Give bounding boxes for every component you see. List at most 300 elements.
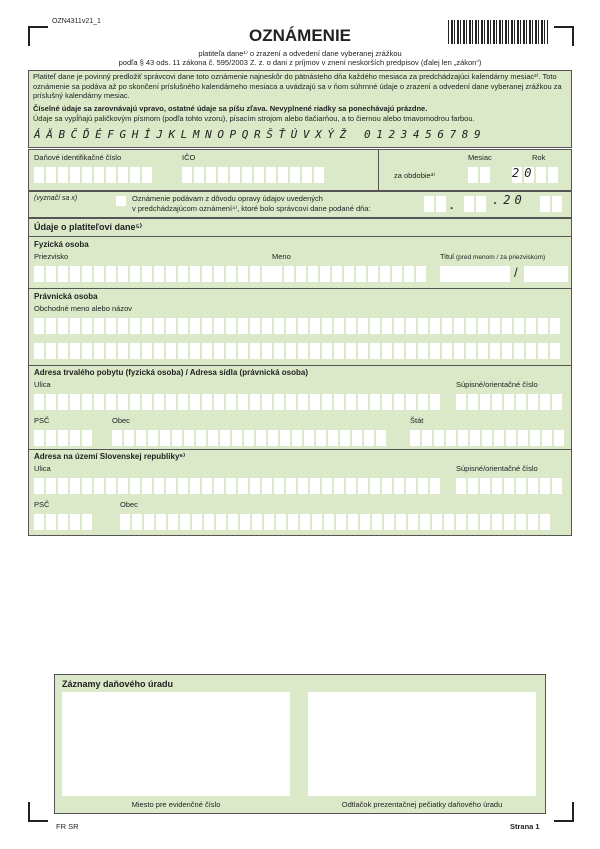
char-box[interactable] (506, 430, 516, 446)
char-box[interactable] (58, 266, 68, 282)
char-box[interactable] (268, 430, 278, 446)
char-box[interactable] (298, 394, 308, 410)
char-box[interactable] (310, 394, 320, 410)
char-box[interactable] (130, 343, 140, 359)
char-box[interactable] (418, 318, 428, 334)
char-box[interactable] (82, 394, 92, 410)
char-box[interactable] (106, 478, 116, 494)
company-field-1[interactable] (34, 318, 560, 334)
char-box[interactable] (538, 343, 548, 359)
char-box[interactable] (456, 394, 466, 410)
char-box[interactable] (250, 343, 260, 359)
char-box[interactable] (94, 343, 104, 359)
char-box[interactable] (130, 394, 140, 410)
char-box[interactable] (204, 514, 214, 530)
char-box[interactable] (432, 514, 442, 530)
char-box[interactable] (312, 514, 322, 530)
address2-number-field[interactable] (456, 478, 562, 494)
char-box[interactable] (290, 167, 300, 183)
char-box[interactable] (280, 430, 290, 446)
char-box[interactable] (446, 430, 456, 446)
char-box[interactable] (554, 430, 564, 446)
char-box[interactable] (70, 478, 80, 494)
char-box[interactable] (292, 430, 302, 446)
char-box[interactable] (34, 478, 44, 494)
char-box[interactable] (166, 394, 176, 410)
char-box[interactable] (278, 167, 288, 183)
char-box[interactable] (304, 430, 314, 446)
registration-number-box[interactable] (62, 692, 290, 796)
char-box[interactable] (352, 430, 362, 446)
char-box[interactable] (154, 343, 164, 359)
char-box[interactable] (178, 266, 188, 282)
char-box[interactable] (142, 343, 152, 359)
char-box[interactable] (178, 394, 188, 410)
char-box[interactable] (106, 318, 116, 334)
char-box[interactable] (286, 318, 296, 334)
char-box[interactable] (190, 318, 200, 334)
char-box[interactable] (142, 266, 152, 282)
char-box[interactable] (298, 478, 308, 494)
char-box[interactable] (118, 478, 128, 494)
char-box[interactable] (456, 478, 466, 494)
char-box[interactable] (396, 514, 406, 530)
char-box[interactable] (272, 266, 282, 282)
char-box[interactable] (406, 318, 416, 334)
char-box[interactable] (518, 430, 528, 446)
char-box[interactable] (464, 196, 474, 212)
char-box[interactable] (274, 394, 284, 410)
char-box[interactable] (420, 514, 430, 530)
char-box[interactable] (332, 266, 342, 282)
char-box[interactable] (156, 514, 166, 530)
char-box[interactable] (130, 318, 140, 334)
char-box[interactable] (288, 514, 298, 530)
char-box[interactable] (456, 514, 466, 530)
char-box[interactable] (142, 394, 152, 410)
char-box[interactable] (286, 343, 296, 359)
char-box[interactable] (310, 478, 320, 494)
char-box[interactable] (46, 266, 56, 282)
char-box[interactable] (178, 343, 188, 359)
char-box[interactable] (266, 167, 276, 183)
char-box[interactable] (392, 266, 402, 282)
char-box[interactable] (190, 394, 200, 410)
char-box[interactable] (192, 514, 202, 530)
char-box[interactable] (468, 394, 478, 410)
char-box[interactable] (214, 394, 224, 410)
char-box[interactable] (264, 514, 274, 530)
char-box[interactable] (502, 318, 512, 334)
char-box[interactable] (550, 343, 560, 359)
char-box[interactable] (238, 266, 248, 282)
char-box[interactable] (46, 430, 56, 446)
char-box[interactable] (94, 478, 104, 494)
char-box[interactable] (394, 318, 404, 334)
char-box[interactable] (382, 343, 392, 359)
char-box[interactable] (206, 167, 216, 183)
char-box[interactable] (346, 478, 356, 494)
char-box[interactable] (376, 430, 386, 446)
char-box[interactable] (406, 478, 416, 494)
char-box[interactable] (202, 318, 212, 334)
char-box[interactable] (406, 343, 416, 359)
char-box[interactable] (70, 167, 80, 183)
char-box[interactable] (216, 514, 226, 530)
char-box[interactable] (476, 196, 486, 212)
char-box[interactable] (540, 196, 550, 212)
char-box[interactable] (120, 514, 130, 530)
char-box[interactable] (530, 430, 540, 446)
char-box[interactable] (34, 266, 44, 282)
char-box[interactable] (436, 196, 446, 212)
char-box[interactable] (334, 394, 344, 410)
char-box[interactable] (442, 318, 452, 334)
char-box[interactable] (118, 343, 128, 359)
char-box[interactable] (82, 514, 92, 530)
char-box[interactable] (130, 167, 140, 183)
char-box[interactable] (70, 266, 80, 282)
char-box[interactable] (494, 430, 504, 446)
char-box[interactable] (262, 318, 272, 334)
char-box[interactable] (416, 266, 426, 282)
char-box[interactable] (442, 343, 452, 359)
surname-field[interactable] (34, 266, 272, 282)
char-box[interactable] (314, 167, 324, 183)
char-box[interactable] (478, 343, 488, 359)
char-box[interactable] (112, 430, 122, 446)
char-box[interactable] (430, 318, 440, 334)
char-box[interactable] (208, 430, 218, 446)
char-box[interactable] (228, 514, 238, 530)
char-box[interactable] (226, 478, 236, 494)
char-box[interactable] (540, 478, 550, 494)
char-box[interactable] (346, 343, 356, 359)
char-box[interactable] (58, 343, 68, 359)
char-box[interactable] (458, 430, 468, 446)
char-box[interactable] (166, 478, 176, 494)
address1-state-field[interactable] (410, 430, 564, 446)
char-box[interactable] (274, 343, 284, 359)
char-box[interactable] (276, 514, 286, 530)
char-box[interactable] (166, 266, 176, 282)
char-box[interactable] (154, 318, 164, 334)
char-box[interactable] (310, 343, 320, 359)
char-box[interactable] (214, 318, 224, 334)
char-box[interactable] (322, 394, 332, 410)
char-box[interactable] (82, 430, 92, 446)
char-box[interactable] (466, 343, 476, 359)
char-box[interactable] (382, 478, 392, 494)
char-box[interactable] (528, 394, 538, 410)
char-box[interactable] (406, 394, 416, 410)
char-box[interactable] (550, 318, 560, 334)
char-box[interactable] (322, 343, 332, 359)
dic-field[interactable] (34, 167, 152, 183)
char-box[interactable] (482, 430, 492, 446)
char-box[interactable] (300, 514, 310, 530)
char-box[interactable] (408, 514, 418, 530)
char-box[interactable] (252, 514, 262, 530)
char-box[interactable] (478, 318, 488, 334)
char-box[interactable] (250, 478, 260, 494)
char-box[interactable] (502, 343, 512, 359)
char-box[interactable] (254, 167, 264, 183)
char-box[interactable] (184, 430, 194, 446)
char-box[interactable] (136, 430, 146, 446)
char-box[interactable] (384, 514, 394, 530)
char-box[interactable] (308, 266, 318, 282)
char-box[interactable] (34, 318, 44, 334)
char-box[interactable] (490, 343, 500, 359)
char-box[interactable] (154, 394, 164, 410)
char-box[interactable] (404, 266, 414, 282)
char-box[interactable] (190, 266, 200, 282)
char-box[interactable] (130, 266, 140, 282)
char-box[interactable] (238, 318, 248, 334)
char-box[interactable] (242, 167, 252, 183)
char-box[interactable] (358, 394, 368, 410)
char-box[interactable] (346, 394, 356, 410)
char-box[interactable] (356, 266, 366, 282)
char-box[interactable] (540, 394, 550, 410)
char-box[interactable] (454, 343, 464, 359)
char-box[interactable] (106, 167, 116, 183)
char-box[interactable] (82, 318, 92, 334)
address1-psc-field[interactable] (34, 430, 92, 446)
char-box[interactable] (94, 394, 104, 410)
char-box[interactable] (552, 394, 562, 410)
char-box[interactable] (226, 318, 236, 334)
char-box[interactable] (514, 318, 524, 334)
char-box[interactable] (298, 343, 308, 359)
char-box[interactable] (226, 266, 236, 282)
char-box[interactable] (320, 266, 330, 282)
char-box[interactable] (514, 343, 524, 359)
char-box[interactable] (490, 318, 500, 334)
char-box[interactable] (480, 167, 490, 183)
char-box[interactable] (132, 514, 142, 530)
char-box[interactable] (274, 478, 284, 494)
char-box[interactable] (504, 478, 514, 494)
char-box[interactable] (34, 394, 44, 410)
char-box[interactable] (340, 430, 350, 446)
char-box[interactable] (250, 318, 260, 334)
char-box[interactable] (82, 266, 92, 282)
char-box[interactable] (526, 343, 536, 359)
char-box[interactable] (542, 430, 552, 446)
char-box[interactable] (394, 343, 404, 359)
char-box[interactable] (166, 318, 176, 334)
char-box[interactable] (178, 318, 188, 334)
char-box[interactable] (410, 430, 420, 446)
char-box[interactable] (58, 318, 68, 334)
char-box[interactable] (82, 478, 92, 494)
char-box[interactable] (182, 167, 192, 183)
char-box[interactable] (70, 318, 80, 334)
char-box[interactable] (190, 478, 200, 494)
char-box[interactable] (370, 343, 380, 359)
char-box[interactable] (226, 394, 236, 410)
char-box[interactable] (470, 430, 480, 446)
char-box[interactable] (46, 167, 56, 183)
char-box[interactable] (70, 430, 80, 446)
char-box[interactable] (424, 196, 434, 212)
char-box[interactable] (148, 430, 158, 446)
char-box[interactable] (286, 478, 296, 494)
char-box[interactable] (250, 394, 260, 410)
char-box[interactable] (328, 430, 338, 446)
char-box[interactable] (430, 394, 440, 410)
address1-street-field[interactable] (34, 394, 440, 410)
char-box[interactable] (504, 514, 514, 530)
char-box[interactable] (118, 167, 128, 183)
address2-street-field[interactable] (34, 478, 440, 494)
char-box[interactable] (418, 478, 428, 494)
char-box[interactable] (218, 167, 228, 183)
char-box[interactable] (492, 394, 502, 410)
char-box[interactable] (226, 343, 236, 359)
char-box[interactable] (528, 478, 538, 494)
char-box[interactable] (454, 318, 464, 334)
char-box[interactable] (142, 318, 152, 334)
char-box[interactable] (296, 266, 306, 282)
char-box[interactable] (214, 343, 224, 359)
char-box[interactable] (220, 430, 230, 446)
titul-after-field[interactable] (524, 266, 568, 282)
char-box[interactable] (348, 514, 358, 530)
char-box[interactable] (430, 343, 440, 359)
char-box[interactable] (250, 266, 260, 282)
char-box[interactable] (124, 430, 134, 446)
char-box[interactable] (528, 514, 538, 530)
char-box[interactable] (526, 318, 536, 334)
char-box[interactable] (58, 514, 68, 530)
month-field[interactable] (468, 167, 490, 183)
char-box[interactable] (480, 478, 490, 494)
char-box[interactable] (94, 266, 104, 282)
char-box[interactable] (394, 394, 404, 410)
char-box[interactable] (480, 514, 490, 530)
char-box[interactable] (154, 478, 164, 494)
char-box[interactable] (214, 478, 224, 494)
char-box[interactable] (34, 514, 44, 530)
char-box[interactable] (194, 167, 204, 183)
char-box[interactable] (82, 167, 92, 183)
char-box[interactable] (46, 514, 56, 530)
char-box[interactable] (232, 430, 242, 446)
char-box[interactable] (358, 478, 368, 494)
char-box[interactable] (144, 514, 154, 530)
char-box[interactable] (422, 430, 432, 446)
char-box[interactable] (368, 266, 378, 282)
char-box[interactable] (106, 394, 116, 410)
char-box[interactable] (118, 318, 128, 334)
char-box[interactable] (516, 514, 526, 530)
char-box[interactable] (394, 478, 404, 494)
char-box[interactable] (172, 430, 182, 446)
char-box[interactable] (230, 167, 240, 183)
char-box[interactable] (82, 343, 92, 359)
char-box[interactable] (302, 167, 312, 183)
char-box[interactable] (548, 167, 558, 183)
address2-psc-field[interactable] (34, 514, 92, 530)
char-box[interactable] (370, 394, 380, 410)
char-box[interactable] (190, 343, 200, 359)
char-box[interactable] (336, 514, 346, 530)
char-box[interactable] (160, 430, 170, 446)
char-box[interactable] (480, 394, 490, 410)
char-box[interactable] (70, 514, 80, 530)
address2-city-field[interactable] (120, 514, 550, 530)
name-field[interactable] (272, 266, 426, 282)
char-box[interactable] (372, 514, 382, 530)
company-field-2[interactable] (34, 343, 560, 359)
char-box[interactable] (286, 394, 296, 410)
char-box[interactable] (466, 318, 476, 334)
char-box[interactable] (344, 266, 354, 282)
char-box[interactable] (536, 167, 546, 183)
office-stamp-box[interactable] (308, 692, 536, 796)
correction-day[interactable] (424, 196, 446, 212)
char-box[interactable] (70, 343, 80, 359)
char-box[interactable] (34, 430, 44, 446)
char-box[interactable] (166, 343, 176, 359)
char-box[interactable] (298, 318, 308, 334)
char-box[interactable] (322, 478, 332, 494)
char-box[interactable] (262, 266, 272, 282)
char-box[interactable] (202, 266, 212, 282)
address1-number-field[interactable] (456, 394, 562, 410)
char-box[interactable] (346, 318, 356, 334)
char-box[interactable] (538, 318, 548, 334)
char-box[interactable] (310, 318, 320, 334)
char-box[interactable] (196, 430, 206, 446)
char-box[interactable] (468, 514, 478, 530)
char-box[interactable] (382, 394, 392, 410)
char-box[interactable] (334, 343, 344, 359)
char-box[interactable] (214, 266, 224, 282)
char-box[interactable] (238, 478, 248, 494)
char-box[interactable] (70, 394, 80, 410)
char-box[interactable] (106, 266, 116, 282)
titul-before-field[interactable] (440, 266, 510, 282)
char-box[interactable] (370, 318, 380, 334)
char-box[interactable] (154, 266, 164, 282)
char-box[interactable] (94, 167, 104, 183)
char-box[interactable] (316, 430, 326, 446)
char-box[interactable] (262, 394, 272, 410)
char-box[interactable] (240, 514, 250, 530)
char-box[interactable] (370, 478, 380, 494)
char-box[interactable] (202, 394, 212, 410)
char-box[interactable] (540, 514, 550, 530)
char-box[interactable] (430, 478, 440, 494)
correction-checkbox[interactable] (116, 196, 126, 206)
char-box[interactable] (334, 318, 344, 334)
char-box[interactable] (552, 196, 562, 212)
char-box[interactable] (34, 167, 44, 183)
char-box[interactable] (58, 394, 68, 410)
char-box[interactable] (168, 514, 178, 530)
char-box[interactable] (552, 478, 562, 494)
char-box[interactable] (46, 318, 56, 334)
char-box[interactable] (58, 167, 68, 183)
char-box[interactable] (142, 478, 152, 494)
char-box[interactable] (324, 514, 334, 530)
char-box[interactable] (118, 266, 128, 282)
char-box[interactable] (94, 318, 104, 334)
